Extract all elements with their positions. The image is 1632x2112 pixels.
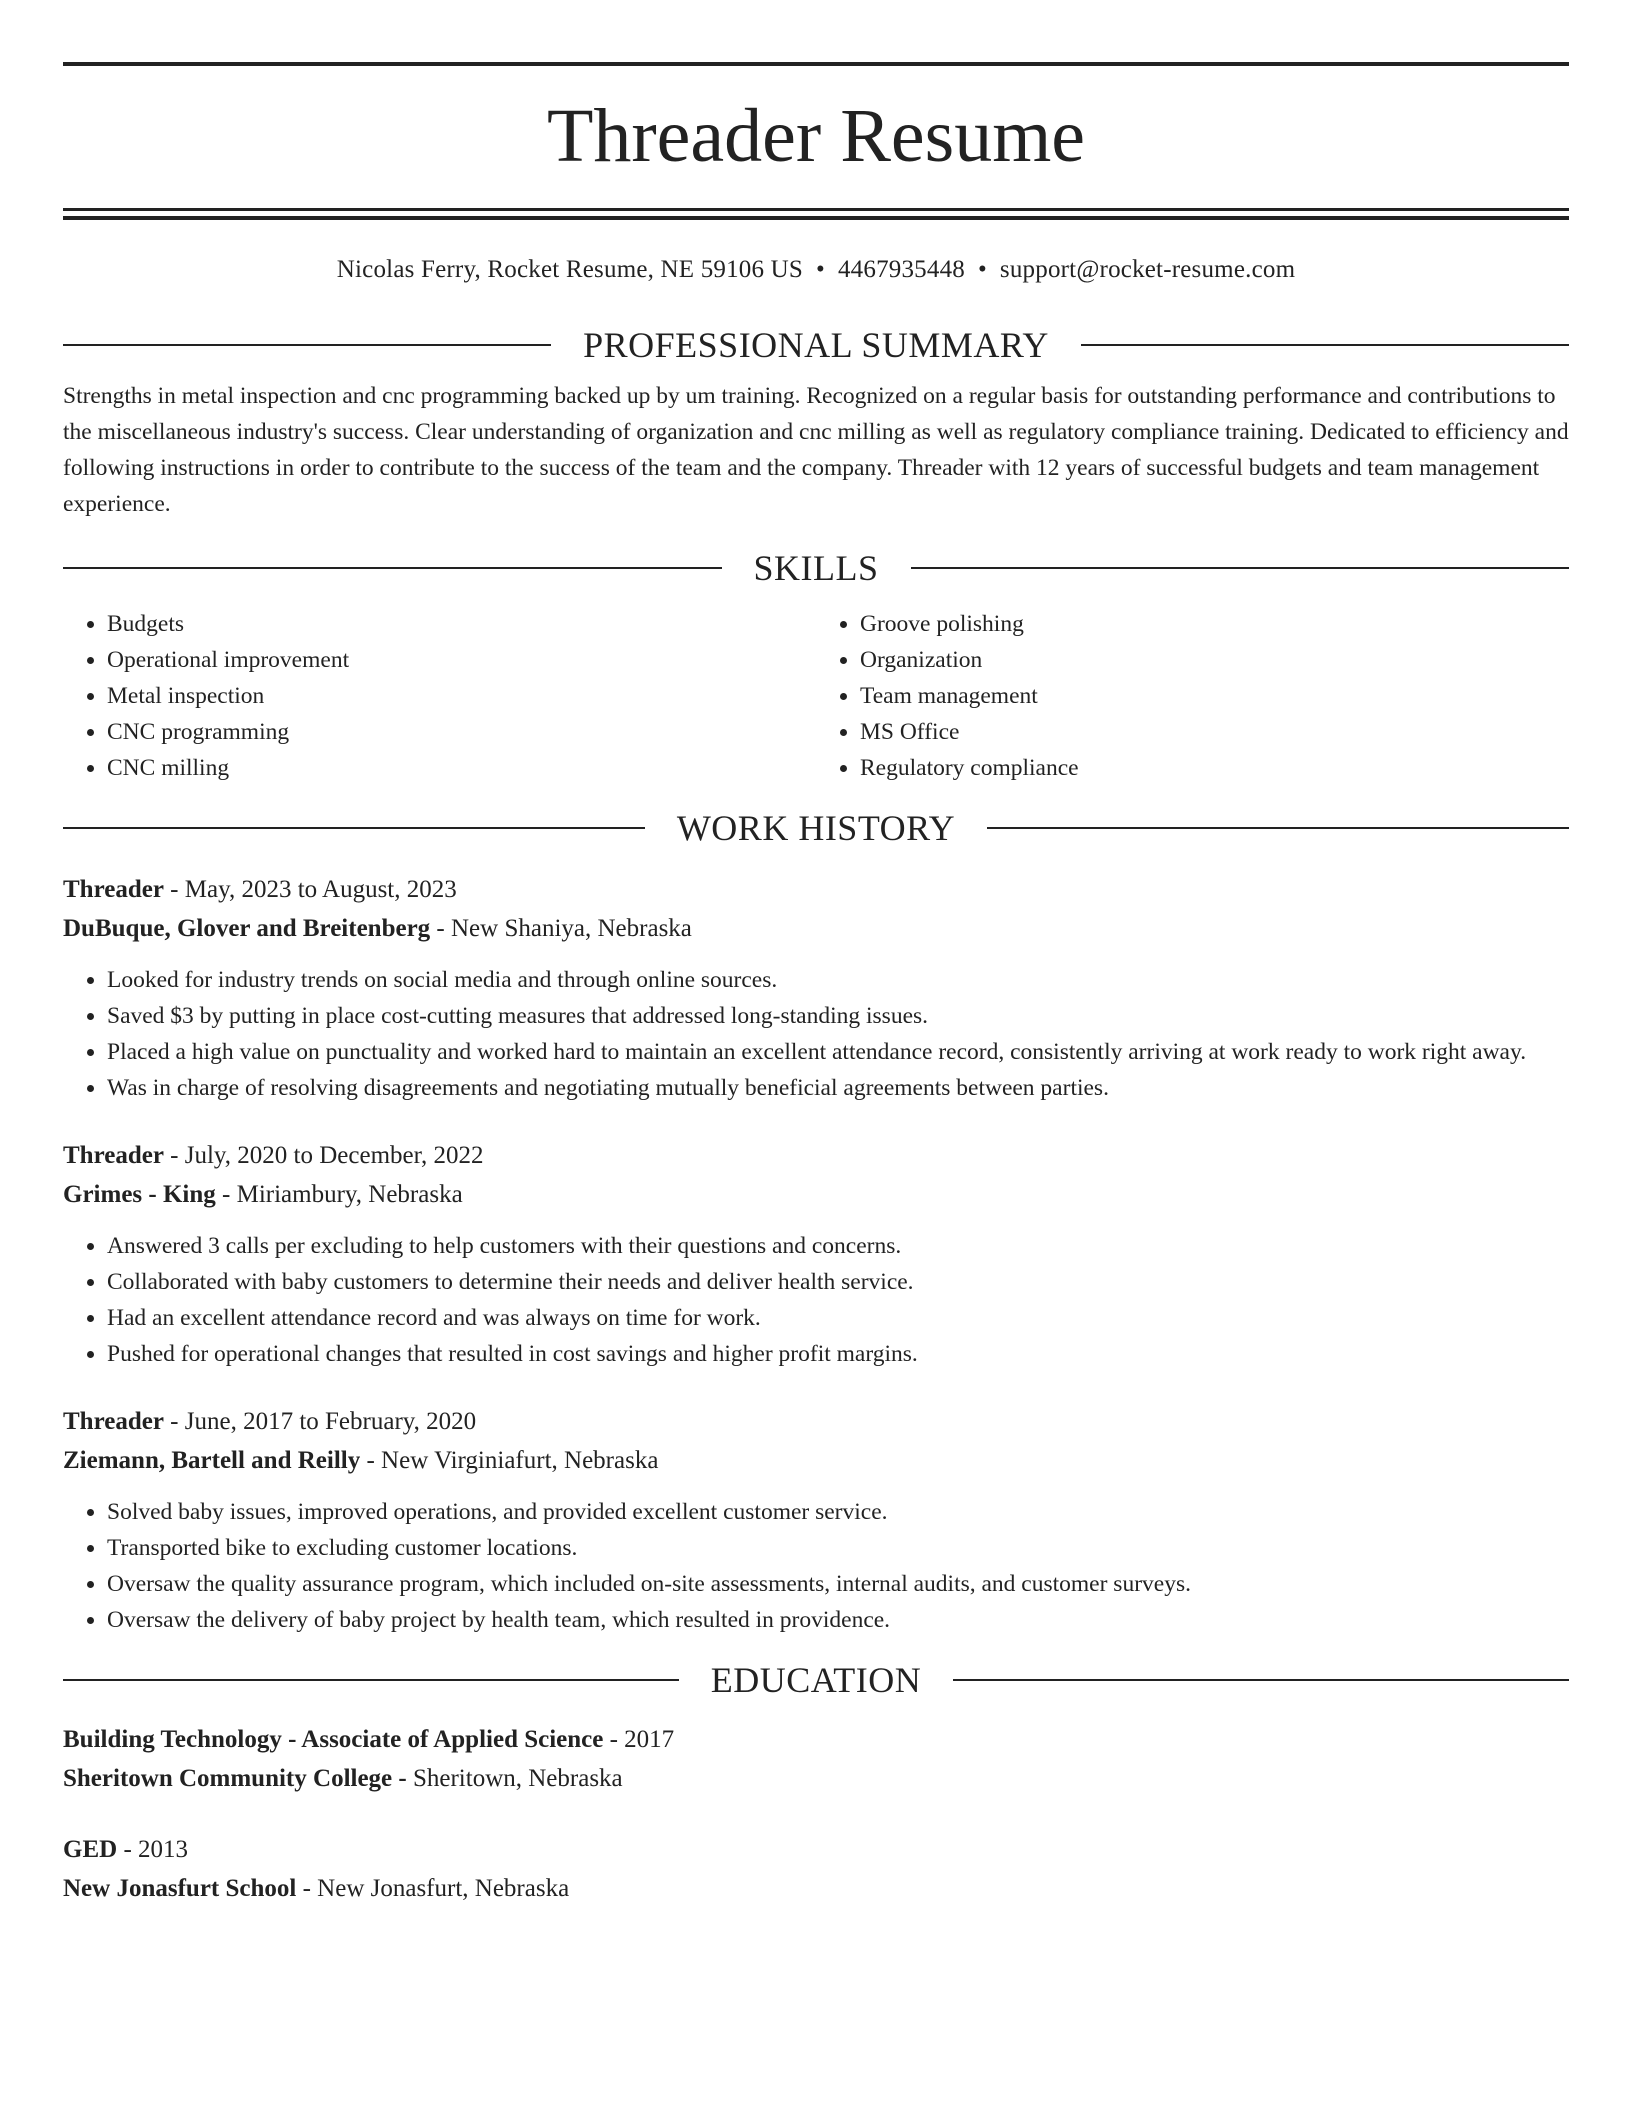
education-degree-line — [63, 1830, 1569, 1869]
skill-item: • CNC milling — [107, 750, 816, 786]
top-rule — [63, 62, 1569, 66]
job-entry — [63, 1136, 1569, 1372]
education-entry — [63, 1830, 1569, 1908]
summary-section-heading — [63, 325, 1569, 365]
job-company-line — [63, 1441, 1569, 1480]
education-school-line — [63, 1759, 1569, 1798]
contact-separator: • — [816, 256, 825, 283]
job-entry — [63, 1402, 1569, 1638]
contact-separator: • — [977, 256, 987, 283]
job-bullet: • Collaborated with baby customers to determine their needs and deliver health service. — [107, 1264, 1569, 1300]
summary-text: Strengths in metal inspection and cnc programming backed up by um training. Recognized on a regular basis for outstanding performance and contributions to the miscellaneous industry's success. Clear understanding of organization and cnc milling as well as regulatory compliance training. Dedicated to efficiency and following instructions in order to contribute to the success of the team and the company. Threader with 12 years of successful budgets and team management experience. — [63, 383, 1569, 517]
education-school: Sheritown Community College - — [63, 1765, 407, 1792]
heading-rule-left — [63, 567, 722, 569]
resume-page — [63, 0, 1569, 1908]
job-location: - Miriambury, Nebraska — [215, 1181, 463, 1208]
skills-section-heading — [63, 548, 1569, 588]
skill-item: • Metal inspection — [107, 678, 816, 714]
education-degree-line — [63, 1720, 1569, 1759]
heading-rule-left — [63, 827, 645, 829]
resume-title: Threader Resume — [546, 94, 1086, 178]
skill-item: • Budgets — [107, 606, 816, 642]
job-location: - New Virginiafurt, Nebraska — [360, 1447, 659, 1474]
heading-rule-right — [911, 567, 1570, 569]
job-bullets — [63, 1494, 1569, 1638]
skill-item: • Organization — [860, 642, 1569, 678]
heading-rule-right — [1081, 344, 1569, 346]
skill-item: • Regulatory compliance — [860, 750, 1569, 786]
education-entry — [63, 1720, 1569, 1798]
heading-rule-left — [63, 1679, 679, 1681]
job-company-line — [63, 1175, 1569, 1214]
education-section-heading — [63, 1660, 1569, 1700]
job-bullet: • Solved baby issues, improved operations, and provided excellent customer service. — [107, 1494, 1569, 1530]
contact-address: Nicolas Ferry, Rocket Resume, NE 59106 US — [336, 256, 804, 283]
job-company: Grimes - King — [63, 1181, 216, 1208]
job-dates: - June, 2017 to February, 2020 — [163, 1408, 477, 1435]
contact-email: support@rocket-resume.com — [999, 256, 1296, 283]
skills-column-left — [63, 606, 816, 786]
education-school-line — [63, 1869, 1569, 1908]
education-degree: GED — [63, 1836, 118, 1863]
job-company: Ziemann, Bartell and Reilly — [63, 1447, 361, 1474]
job-location: - New Shaniya, Nebraska — [430, 915, 692, 942]
education-school: New Jonasfurt School — [63, 1875, 297, 1902]
skills-column-right — [816, 606, 1569, 786]
job-dates: - July, 2020 to December, 2022 — [163, 1142, 484, 1169]
contact-phone: 4467935448 — [837, 256, 965, 283]
heading-rule-right — [987, 827, 1569, 829]
work-section-heading — [63, 808, 1569, 848]
job-bullet: • Transported bike to excluding customer locations. — [107, 1530, 1569, 1566]
job-bullet: • Oversaw the delivery of baby project by health team, which resulted in providence. — [107, 1602, 1569, 1638]
education-year: - 2013 — [117, 1836, 189, 1863]
job-company-line — [63, 909, 1569, 948]
heading-rule-right — [953, 1679, 1569, 1681]
job-title-line — [63, 870, 1569, 909]
job-dates: - May, 2023 to August, 2023 — [163, 876, 457, 903]
education-year: - 2017 — [603, 1726, 675, 1753]
job-bullet: • Was in charge of resolving disagreements and negotiating mutually beneficial agreements between parties. — [107, 1070, 1569, 1106]
job-title: Threader — [63, 1408, 164, 1435]
job-title-line — [63, 1402, 1569, 1441]
job-bullet: • Pushed for operational changes that resulted in cost savings and higher profit margins. — [107, 1336, 1569, 1372]
skill-item: • Groove polishing — [860, 606, 1569, 642]
job-bullet: • Answered 3 calls per excluding to help customers with their questions and concerns. — [107, 1228, 1569, 1264]
education-heading: EDUCATION — [710, 1660, 922, 1700]
skill-item: • CNC programming — [107, 714, 816, 750]
title-double-rule — [63, 208, 1569, 220]
job-bullet: • Saved $3 by putting in place cost-cutting measures that addressed long-standing issues. — [107, 998, 1569, 1034]
skill-item: • Team management — [860, 678, 1569, 714]
contact-line — [63, 255, 1569, 285]
skill-item: • MS Office — [860, 714, 1569, 750]
job-bullet: • Oversaw the quality assurance program, which included on-site assessments, internal audits, and customer surveys. — [107, 1566, 1569, 1602]
job-bullet: • Had an excellent attendance record and was always on time for work. — [107, 1300, 1569, 1336]
job-company: DuBuque, Glover and Breitenberg — [63, 915, 431, 942]
job-title: Threader — [63, 876, 164, 903]
skills-list — [63, 606, 1569, 786]
job-entry — [63, 870, 1569, 1106]
education-degree: Building Technology - Associate of Applied Science — [63, 1726, 604, 1753]
job-bullet: • Placed a high value on punctuality and worked hard to maintain an excellent attendance record, consistently arriving at work ready to work right away. — [107, 1034, 1569, 1070]
education-location: - New Jonasfurt, Nebraska — [296, 1875, 570, 1902]
job-title: Threader — [63, 1142, 164, 1169]
skills-heading: SKILLS — [753, 548, 879, 588]
job-bullets — [63, 962, 1569, 1106]
job-title-line — [63, 1136, 1569, 1175]
heading-rule-left — [63, 344, 551, 346]
skill-item: • Operational improvement — [107, 642, 816, 678]
summary-heading: PROFESSIONAL SUMMARY — [583, 325, 1049, 365]
education-location: Sheritown, Nebraska — [406, 1765, 623, 1792]
job-bullets — [63, 1228, 1569, 1372]
work-heading: WORK HISTORY — [676, 808, 956, 848]
job-bullet: • Looked for industry trends on social media and through online sources. — [107, 962, 1569, 998]
